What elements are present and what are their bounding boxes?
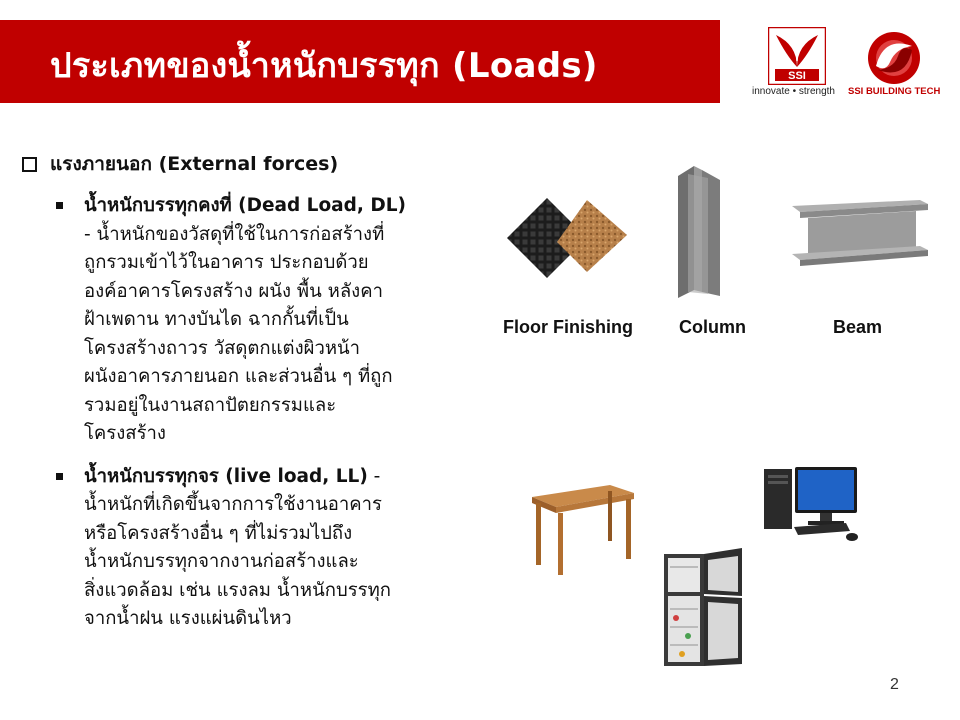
building-tech-logo — [866, 30, 922, 86]
dead-load-line: รวมอยู่ในงานสถาปัตยกรรมและ — [84, 394, 337, 416]
list-item-live-load — [84, 463, 464, 634]
dead-load-line: - น้ำหนักของวัสดุที่ใช้ในการก่อสร้างที่ — [84, 223, 385, 245]
computer-image — [762, 465, 867, 545]
title-bar — [0, 20, 720, 103]
dead-load-line: โครงสร้างถาวร วัสดุตกแต่งผิวหน้า — [84, 337, 361, 359]
square-bullet-icon — [56, 202, 63, 209]
section-heading — [22, 150, 472, 178]
table-image — [528, 483, 638, 578]
live-load-line: สิ่งแวดล้อม เช่น แรงลม น้ำหนักบรรทุก — [84, 579, 391, 601]
list-item-dead-load — [84, 192, 464, 449]
beam-image — [790, 198, 930, 268]
dead-load-line: โครงสร้าง — [84, 423, 166, 444]
ssi-logo-text: SSI — [788, 70, 806, 82]
caption-column: Column — [679, 317, 746, 337]
page-number: 2 — [890, 676, 899, 693]
dead-load-term: น้ำหนักบรรทุกคงที่ (Dead Load, DL) — [84, 195, 406, 216]
floor-finishing-image — [505, 190, 630, 290]
caption-beam: Beam — [833, 317, 883, 337]
slide-title: ประเภทของน้ำหนักบรรทุก (Loads) — [50, 46, 598, 86]
dead-load-line: ฝ้าเพดาน ทางบันได ฉากกั้นที่เป็น — [84, 309, 349, 330]
section-heading-text: แรงภายนอก (External forces) — [50, 153, 339, 175]
checkbox-bullet-icon — [22, 157, 37, 172]
body-content — [22, 150, 472, 634]
live-load-line: หรือโครงสร้างอื่น ๆ ที่ไม่รวมไปถึง — [84, 522, 353, 544]
live-load-line: น้ำหนักที่เกิดขึ้นจากการใช้งานอาคาร — [84, 494, 382, 515]
dead-load-line: องค์อาคารโครงสร้าง ผนัง พื้น หลังคา — [84, 280, 383, 302]
live-load-term-suffix: - — [367, 465, 381, 487]
ssi-logo — [768, 27, 826, 85]
refrigerator-image — [660, 548, 748, 670]
live-load-term: น้ำหนักบรรทุกจร (live load, LL) — [84, 465, 368, 487]
dead-load-line: ผนังอาคารภายนอก และส่วนอื่น ๆ ที่ถูก — [84, 366, 393, 387]
live-load-line: น้ำหนักบรรทุกจากงานก่อสร้างและ — [84, 551, 359, 572]
live-load-line: จากน้ำฝน แรงแผ่นดินไหว — [84, 608, 292, 629]
caption-floor-finishing: Floor Finishing — [503, 317, 633, 337]
square-bullet-icon — [56, 473, 63, 480]
building-tech-tagline: SSI BUILDING TECH — [848, 86, 941, 97]
ssi-tagline: innovate • strength — [752, 86, 835, 97]
dead-load-line: ถูกรวมเข้าไว้ในอาคาร ประกอบด้วย — [84, 252, 369, 273]
column-image — [672, 162, 727, 300]
